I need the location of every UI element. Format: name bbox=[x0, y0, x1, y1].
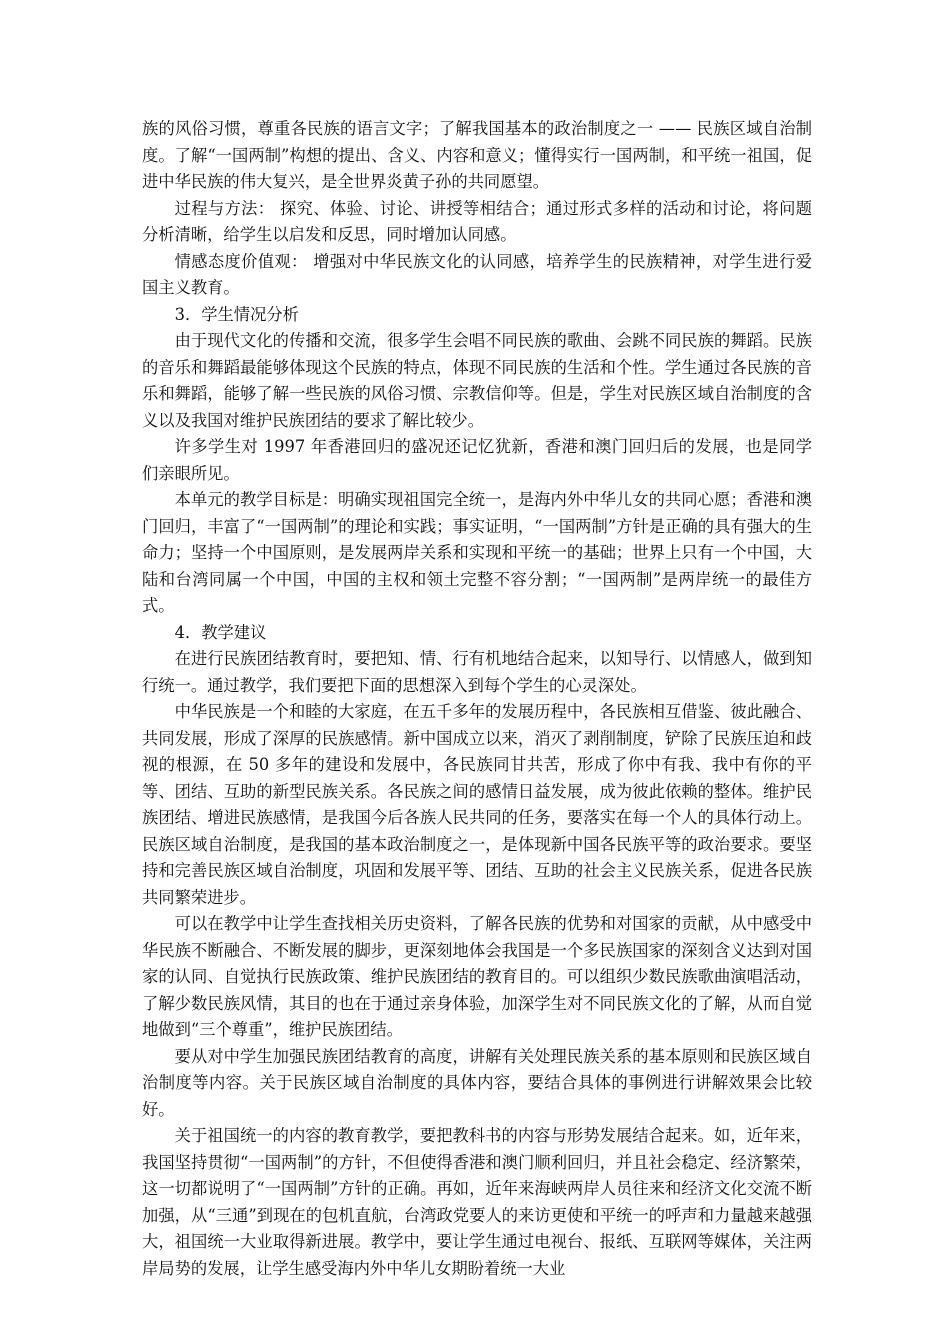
paragraph-history-materials: 可以在教学中让学生查找相关历史资料，了解各民族的优势和对国家的贡献，从中感受中华民族不断融合、不断发展的脚步，更深刻地体会我国是一个多民族国家的深刻含义达到对国家的认同、自觉执行民族政策、维护民族团结的教育目的。可以组织少数民族歌曲演唱活动，了解少数民族风情，其目的也在于通过亲身体验，加深学生对不同民族文化的了解，从而自觉地做到“三个尊重”，维护民族团结。 bbox=[142, 914, 812, 1039]
paragraph-student-analysis: 由于现代文化的传播和交流，很多学生会唱不同民族的歌曲、会跳不同民族的舞蹈。民族的音乐和舞蹈最能够体现这个民族的特点，体现不同民族的生活和个性。学生通过各民族的音乐和舞蹈，能够了解一些民族的风俗习惯、宗教信仰等。但是，学生对民族区域自治制度的含义以及我国对维护民族团结的要求了解比较少。 bbox=[142, 331, 812, 430]
paragraph-unit-goals: 本单元的教学目标是：明确实现祖国完全统一，是海内外中华儿女的共同心愿；香港和澳门回归，丰富了“一国两制”的理论和实践；事实证明，“一国两制”方针是正确的具有强大的生命力；坚持一个中国原则，是发展两岸关系和实现和平统一的基础；世界上只有一个中国，大陆和台湾同属一个中国，中国的主权和领土完整不容分割；“一国两制”是两岸统一的最佳方式。 bbox=[142, 490, 812, 615]
section-heading-student-analysis: 3．学生情况分析 bbox=[174, 304, 299, 324]
section-heading-teaching-suggestions: 4．教学建议 bbox=[174, 622, 267, 642]
paragraph-reunification: 关于祖国统一的内容的教育教学，要把教科书的内容与形势发展结合起来。如，近年来，我国坚持贯彻“一国两制”的方针，不但使得香港和澳门顺利回归，并且社会稳定、经济繁荣，这一切都说明了“一国两制”方针的正确。再如，近年来海峡两岸人员往来和经济文化交流不断加强，从“三通”到现在的包机直航，台湾政党要人的来访更使和平统一的呼声和力量越来越强大，祖国统一大业取得新进展。教学中，要让学生通过电视台、报纸、互联网等媒体，关注两岸局势的发展，让学生感受海内外中华儿女期盼着统一大业 bbox=[142, 1126, 812, 1278]
paragraph-chinese-nation: 中华民族是一个和睦的大家庭，在五千多年的发展历程中，各民族相互借鉴、彼此融合、共同发展，形成了深厚的民族感情。新中国成立以来，消灭了剥削制度，铲除了民族压迫和歧视的根源，在 50 多年的建设和发展中，各民族同甘共苦，形成了你中有我、我中有你的平等、团结、互助的新型民族关系。各民族之间的感情日益发展，成为彼此依赖的整体。维护民族团结、增进民族感情，是我国今后各族人民共同的任务，要落实在每一个人的具体行动上。民族区域自治制度，是我国的基本政治制度之一，是体现新中国各民族平等的政治要求。要坚持和完善民族区域自治制度，巩固和发展平等、团结、互助的社会主义民族关系，促进各民族共同繁荣进步。 bbox=[142, 702, 812, 907]
paragraph-process-methods: 过程与方法： 探究、体验、讨论、讲授等相结合；通过形式多样的活动和讨论，将问题分析清晰，给学生以启发和反思，同时增加认同感。 bbox=[142, 198, 812, 244]
paragraph-hongkong-return: 许多学生对 1997 年香港回归的盛况还记忆犹新，香港和澳门回归后的发展，也是同学们亲眼所见。 bbox=[142, 437, 812, 483]
paragraph-unity-education: 在进行民族团结教育时，要把知、情、行有机地结合起来，以知导行、以情感人，做到知行统一。通过教学，我们要把下面的思想深入到每个学生的心灵深处。 bbox=[142, 649, 812, 695]
paragraph-emotion-values: 情感态度价值观： 增强对中华民族文化的认同感，培养学生的民族精神，对学生进行爱国主义教育。 bbox=[142, 251, 812, 297]
document-body bbox=[142, 116, 812, 1282]
paragraph-goals-knowledge: 族的风俗习惯，尊重各民族的语言文字；了解我国基本的政治制度之一 —— 民族区域自治制度。了解“一国两制”构想的提出、含义、内容和意义；懂得实行一国两制，和平统一祖国，促进中华民族的伟大复兴，是全世界炎黄子孙的共同愿望。 bbox=[142, 119, 812, 191]
paragraph-regional-autonomy: 要从对中学生加强民族团结教育的高度，讲解有关处理民族关系的基本原则和民族区域自治制度等内容。关于民族区域自治制度的具体内容，要结合具体的事例进行讲解效果会比较好。 bbox=[142, 1046, 812, 1119]
